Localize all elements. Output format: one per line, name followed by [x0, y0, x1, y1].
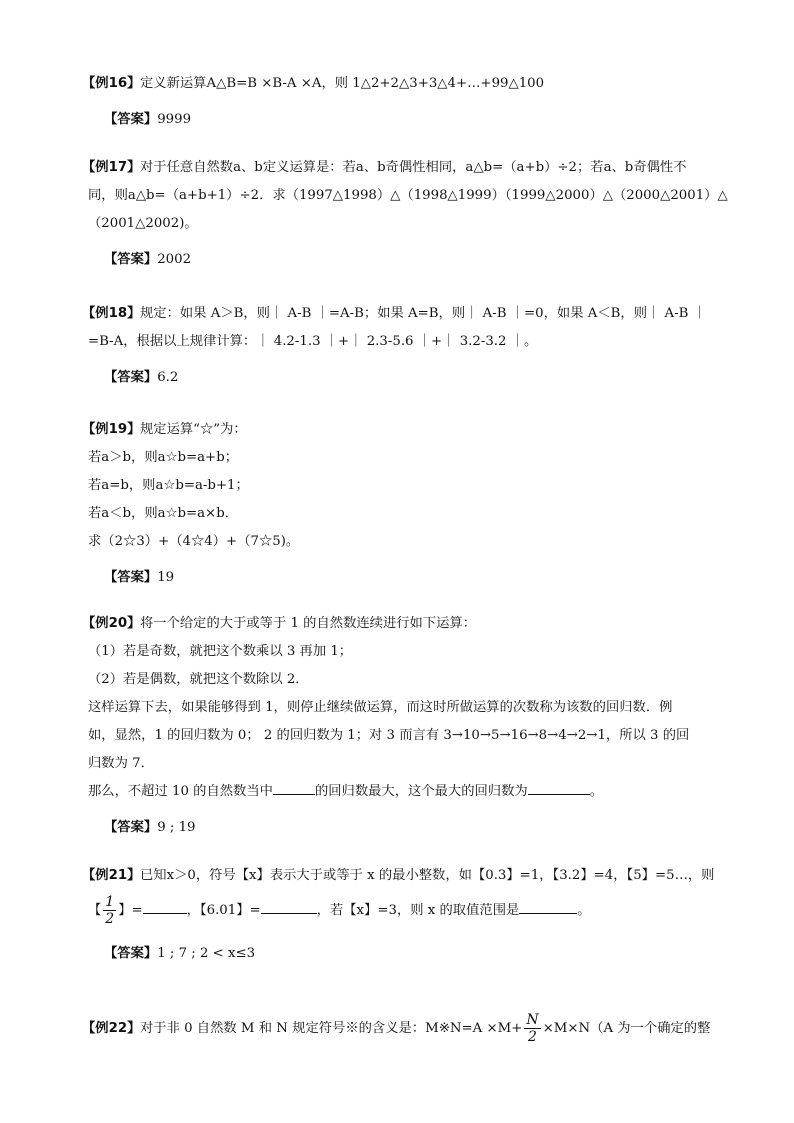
- answer-label: 【答案】: [104, 570, 158, 585]
- question-text-part: 那么，不超过 10 的自然数当中: [88, 784, 273, 799]
- question-text: 归数为 7．: [88, 756, 154, 771]
- example-label: 【例19】: [82, 422, 141, 437]
- question-text-part: 。: [589, 784, 603, 799]
- example-19: [82, 416, 732, 592]
- answer-blank: [261, 899, 317, 914]
- question-text: （2001△2002)。: [88, 216, 198, 231]
- answer-label: 【答案】: [104, 252, 158, 267]
- example-label: 【例17】: [82, 160, 141, 175]
- fraction-numerator: N: [526, 1012, 539, 1028]
- answer-value: 9999: [157, 112, 192, 127]
- example-label: 【例21】: [82, 868, 141, 883]
- example-label: 【例22】: [82, 1021, 141, 1036]
- rule-line: （2）若是偶数，就把这个数除以 2．: [88, 672, 309, 687]
- answer-line: [82, 940, 732, 968]
- example-22: [82, 1008, 732, 1050]
- question-text-part: ×M×N（A 为一个确定的整: [542, 1021, 711, 1036]
- question-text-part: 。: [577, 903, 591, 918]
- answer-label: 【答案】: [104, 946, 158, 961]
- fraction-numerator: 1: [105, 894, 115, 910]
- question-text-part: ，若【x】=3，则 x 的取值范围是: [316, 903, 520, 918]
- answer-blank: [143, 899, 187, 914]
- question-text: 如，显然，1 的回归数为 0； 2 的回归数为 1；对 3 而言有 3→10→5→16→8→4→2→1，所以 3 的回: [88, 728, 690, 743]
- example-21: [82, 862, 732, 968]
- question-text: [82, 778, 732, 806]
- question-text-part: 对于非 0 自然数 M 和 N 规定符号※的含义是：M※N=A ×M+: [140, 1021, 523, 1036]
- question-text: 这样运算下去，如果能够得到 1，则停止继续做运算，而这时所做运算的次数称为该数的回归数．例: [88, 700, 673, 715]
- example-label: 【例20】: [82, 616, 141, 631]
- question-text: 规定：如果 A＞B，则｜ A-B ｜=A-B；如果 A=B，则｜ A-B ｜=0，如果 A＜B，则｜ A-B ｜: [140, 306, 706, 321]
- question-text: [82, 890, 732, 932]
- answer-blank: [519, 899, 577, 914]
- example-17: [82, 154, 732, 274]
- answer-line: [82, 814, 732, 842]
- rule-line: （1）若是奇数，就把这个数乘以 3 再加 1；: [88, 644, 353, 659]
- answer-line: [82, 246, 732, 274]
- question-text: =B-A，根据以上规律计算：｜ 4.2-1.3 ｜+｜ 2.3-5.6 ｜+｜ 3.2-3.2 ｜。: [88, 334, 538, 349]
- answer-blank: [528, 780, 590, 795]
- answer-value: 1 ; 7 ; 2 < x≤3: [157, 946, 256, 961]
- fraction: [103, 894, 116, 927]
- answer-label: 【答案】: [104, 370, 158, 385]
- question-text: 已知x＞0，符号【x】表示大于或等于 x 的最小整数，如【0.3】=1，【3.2】=4，【5】=5…，则: [140, 868, 715, 883]
- question-text: 对于任意自然数a、b定义运算是：若a、b奇偶性相同，a△b=（a+b）÷2；若a、b奇偶性不: [140, 160, 687, 175]
- answer-value: 6.2: [157, 370, 179, 385]
- example-label: 【例16】: [82, 76, 141, 91]
- example-16: [82, 70, 732, 134]
- rule-line: 若a＞b，则a☆b=a+b；: [88, 450, 239, 465]
- fraction: [524, 1012, 540, 1045]
- question-text: 将一个给定的大于或等于 1 的自然数连续进行如下运算：: [140, 616, 477, 631]
- fraction-denominator: 2: [105, 911, 115, 927]
- answer-value: 19: [157, 570, 175, 585]
- answer-line: [82, 364, 732, 392]
- rule-line: 若a=b，则a☆b=a-b+1；: [88, 478, 249, 493]
- answer-label: 【答案】: [104, 112, 158, 127]
- bracket-open: 【: [88, 903, 102, 918]
- answer-label: 【答案】: [104, 820, 158, 835]
- question-text: 求（2☆3）+（4☆4）+（7☆5)。: [88, 534, 300, 549]
- question-text-part: 的回归数最大，这个最大的回归数为: [314, 784, 528, 799]
- answer-value: 9 ; 19: [157, 820, 196, 835]
- example-label: 【例18】: [82, 306, 141, 321]
- answer-line: [82, 106, 732, 134]
- example-18: [82, 300, 732, 392]
- question-text-part: 】=: [118, 903, 143, 918]
- question-text: 规定运算“☆”为：: [140, 422, 247, 437]
- rule-line: 若a＜b，则a☆b=a×b．: [88, 506, 239, 521]
- answer-blank: [273, 780, 315, 795]
- answer-line: [82, 564, 732, 592]
- answer-value: 2002: [157, 252, 192, 267]
- example-20: [82, 610, 732, 842]
- question-text: 同，则a△b=（a+b+1）÷2．求（1997△1998）△（1998△1999）（1999△2000）△（2000△2001）△: [88, 188, 728, 203]
- question-text-part: ，【6.01】=: [186, 903, 261, 918]
- fraction-denominator: 2: [528, 1029, 537, 1045]
- question-text: 定义新运算A△B=B ×B-A ×A，则 1△2+2△3+3△4+…+99△100: [140, 76, 545, 91]
